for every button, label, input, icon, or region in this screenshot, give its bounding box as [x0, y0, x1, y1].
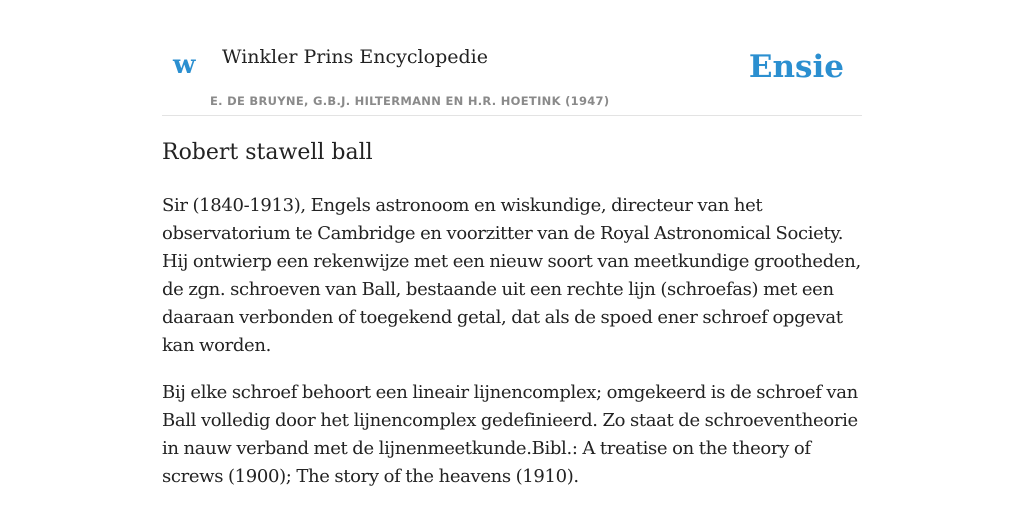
article-body	[162, 192, 862, 510]
publication-authors: E. DE BRUYNE, G.B.J. HILTERMANN EN H.R. HOETINK (1947)	[210, 94, 610, 108]
ensie-logo-link[interactable]: Ensie	[748, 49, 844, 85]
publication-title[interactable]: Winkler Prins Encyclopedie	[222, 46, 488, 68]
article-paragraph: Bij elke schroef behoort een lineair lijnencomplex; omgekeerd is de schroef van Ball volledig door het lijnencomplex gedefinieerd. Zo staat de schroeventheorie in nauw verband met de lijnenmeetkunde.Bibl.: A treatise on the theory of screws (1900); The story of the heavens (1910).	[162, 382, 858, 487]
header	[162, 0, 862, 116]
article-title: Robert stawell ball	[162, 140, 373, 165]
article-paragraph: Sir (1840-1913), Engels astronoom en wiskundige, directeur van het observatorium te Cambridge en voorzitter van de Royal Astronomical Society. Hij ontwierp een rekenwijze met een nieuw soort van meetkundige grootheden, de zgn. schroeven van Ball, bestaande uit een rechte lijn (schroefas) met een daaraan verbonden of toegekend getal, dat als de spoed ener schroef opgevat kan worden.	[162, 195, 861, 356]
publication-logo[interactable]: w	[173, 50, 196, 80]
